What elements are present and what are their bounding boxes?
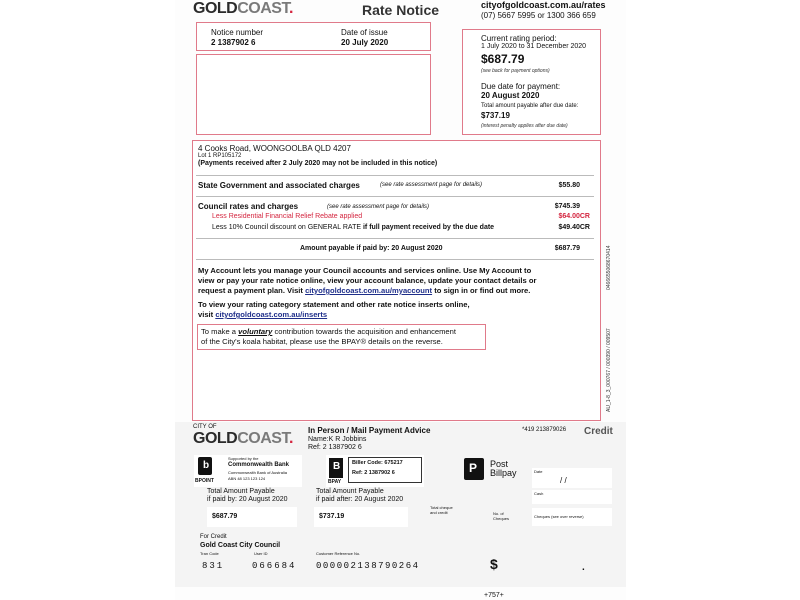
slip-logo: GOLDCOAST. (193, 430, 293, 447)
bpoint-name: BPOINT (195, 478, 214, 484)
side-code-1: 0466655068670414 (606, 245, 612, 290)
bpay-reference: Ref: 2 1387902 6 (352, 470, 395, 476)
property-address: 4 Cooks Road, WOONGOOLBA QLD 4207 (198, 144, 351, 153)
tran-code: 831 (202, 561, 225, 571)
cheques-label: Cheques (see over reverse) (534, 514, 584, 519)
total-value-2: $737.19 (319, 513, 345, 520)
address-window (196, 54, 431, 135)
slip-ref: Ref: 2 1387902 6 (308, 444, 362, 451)
user-id: 066684 (252, 561, 297, 571)
interest-note: (interest penalty applies after due date) (481, 123, 568, 129)
my-account-link[interactable]: cityofgoldcoast.com.au/myaccount (305, 286, 433, 295)
total-cheque-label: Total cheque and credit (430, 505, 453, 515)
notice-number-label: Notice number (211, 28, 264, 37)
bpay-details-box (348, 457, 422, 483)
billpay-name: Billpay (490, 468, 517, 478)
notice-number-value: 2 1387902 6 (211, 38, 256, 47)
slip-barcode-number: *419 213879026 (522, 427, 567, 433)
post-billpay-letter: P (469, 461, 478, 475)
bpoint-bank: Commonwealth Bank (228, 462, 290, 468)
date-slashes: / / (560, 476, 567, 485)
user-id-label: User ID (254, 551, 268, 556)
bpoint-panel (194, 455, 302, 487)
dollar-sign: $ (490, 556, 498, 572)
rating-period-value: 1 July 2020 to 31 December 2020 (481, 43, 587, 50)
cash-label: Cash (534, 491, 544, 496)
divider (196, 175, 594, 176)
property-lot: Lot 1 RP105172 (198, 153, 242, 159)
customer-reference: 000002138790264 (316, 561, 420, 571)
rebate-label: Less Residential Financial Relief Rebate applied (212, 213, 363, 220)
bpoint-bank-full: Commonwealth Bank of Australia (228, 470, 287, 475)
total-value-1: $687.79 (212, 513, 238, 520)
for-credit-label: For Credit (200, 534, 227, 540)
rating-period-box (462, 29, 601, 135)
date-field[interactable] (532, 468, 612, 488)
slip-heading: In Person / Mail Payment Advice (308, 426, 431, 435)
bpoint-logo-letter: b (203, 460, 210, 471)
total-payable-if-2: if paid after: 20 August 2020 (316, 496, 404, 503)
total-payable-if-1: if paid by: 20 August 2020 (207, 496, 288, 503)
state-charges-label: State Government and associated charges (198, 181, 360, 190)
bpoint-supported: Supported by the (228, 456, 259, 461)
bpoint-abn: ABN 48 123 123 124 (228, 476, 266, 481)
slip-name: Name:K R Jobbins (308, 436, 367, 443)
amount-after-due-label: Total amount payable after due date: (481, 103, 579, 109)
date-of-issue-value: 20 July 2020 (341, 38, 389, 47)
discount-value: $49.40CR (558, 224, 590, 231)
rating-period-label: Current rating period: (481, 34, 557, 43)
my-account-line-2: view or pay your rate notice online, view your account balance, update your contact details or (198, 276, 537, 285)
inserts-line-2: visit cityofgoldcoast.com.au/inserts (198, 310, 328, 319)
bpay-logo-letter: B (333, 461, 341, 472)
date-label: Date (534, 469, 543, 474)
discount-label: Less 10% Council discount on GENERAL RATE if full payment received by the due date (212, 224, 495, 231)
council-charges-label: Council rates and charges (198, 202, 299, 211)
divider (196, 196, 594, 197)
post-name: Post (490, 459, 509, 469)
total-box-2 (314, 507, 408, 527)
payments-note: (Payments received after 2 July 2020 may not be included in this notice) (198, 160, 438, 167)
tran-code-label: Tran Code (200, 551, 219, 556)
council-name: Gold Coast City Council (200, 542, 281, 549)
koala-line-1: To make a voluntary contribution towards the acquisition and enhancement (201, 327, 456, 336)
rebate-value: $64.00CR (558, 213, 590, 220)
amount-payable-value: $687.79 (554, 245, 580, 252)
slip-credit-label: Credit (584, 426, 613, 437)
divider (196, 259, 594, 260)
total-payable-label-1: Total Amount Payable (207, 488, 275, 495)
state-charges-value: $55.80 (558, 182, 580, 189)
cash-field[interactable] (532, 490, 612, 504)
gold-coast-logo: GOLDCOAST. (193, 0, 293, 17)
bpay-biller-code: Biller Code: 675217 (352, 460, 403, 466)
divider (196, 238, 594, 239)
council-charges-note: (see rate assessment page for details) (327, 204, 430, 210)
cheques-field[interactable] (532, 508, 612, 526)
side-code-2: AU_1-8_3_000767 / 000390 / 009507 (606, 328, 612, 412)
inserts-line-1: To view your rating category statement and other rate notice inserts online, (198, 300, 470, 309)
bottom-code: +757+ (484, 592, 504, 599)
notice-box (196, 22, 431, 51)
rates-website[interactable]: cityofgoldcoast.com.au/rates (481, 0, 606, 10)
total-payable-label-2: Total Amount Payable (316, 488, 384, 495)
due-date-value: 20 August 2020 (481, 91, 540, 100)
cents-dot: . (582, 562, 585, 573)
no-cheques-label: No. of Cheques (493, 511, 510, 521)
council-charges-value: $745.39 (554, 203, 580, 210)
total-box-1 (207, 507, 297, 527)
slip-city-of: CITY OF (193, 424, 217, 430)
payment-options-note: (see back for payment options) (481, 68, 550, 74)
amount-after-due-value: $737.19 (481, 111, 510, 120)
page-title: Rate Notice (362, 2, 440, 18)
amount-payable-label: Amount payable if paid by: 20 August 2020 (300, 245, 443, 252)
rating-amount: $687.79 (481, 52, 525, 66)
koala-line-2: of the City's koala habitat, please use the BPAY® details on the reverse. (201, 337, 443, 346)
inserts-link[interactable]: cityofgoldcoast.com.au/inserts (215, 310, 328, 319)
bpay-panel (326, 455, 424, 487)
phone-numbers: (07) 5667 5995 or 1300 366 659 (481, 11, 596, 20)
due-date-label: Due date for payment: (481, 82, 561, 91)
koala-contribution-box (197, 324, 486, 350)
my-account-line-1: My Account lets you manage your Council accounts and services online. Use My Account to (198, 266, 532, 275)
state-charges-note: (see rate assessment page for details) (380, 182, 483, 188)
bpay-name: BPAY (328, 479, 342, 485)
my-account-line-3: request a payment plan. Visit cityofgoldcoast.com.au/myaccount to sign in or find out more. (198, 286, 531, 295)
customer-ref-label: Customer Reference No. (316, 551, 361, 556)
date-of-issue-label: Date of issue (341, 28, 388, 37)
